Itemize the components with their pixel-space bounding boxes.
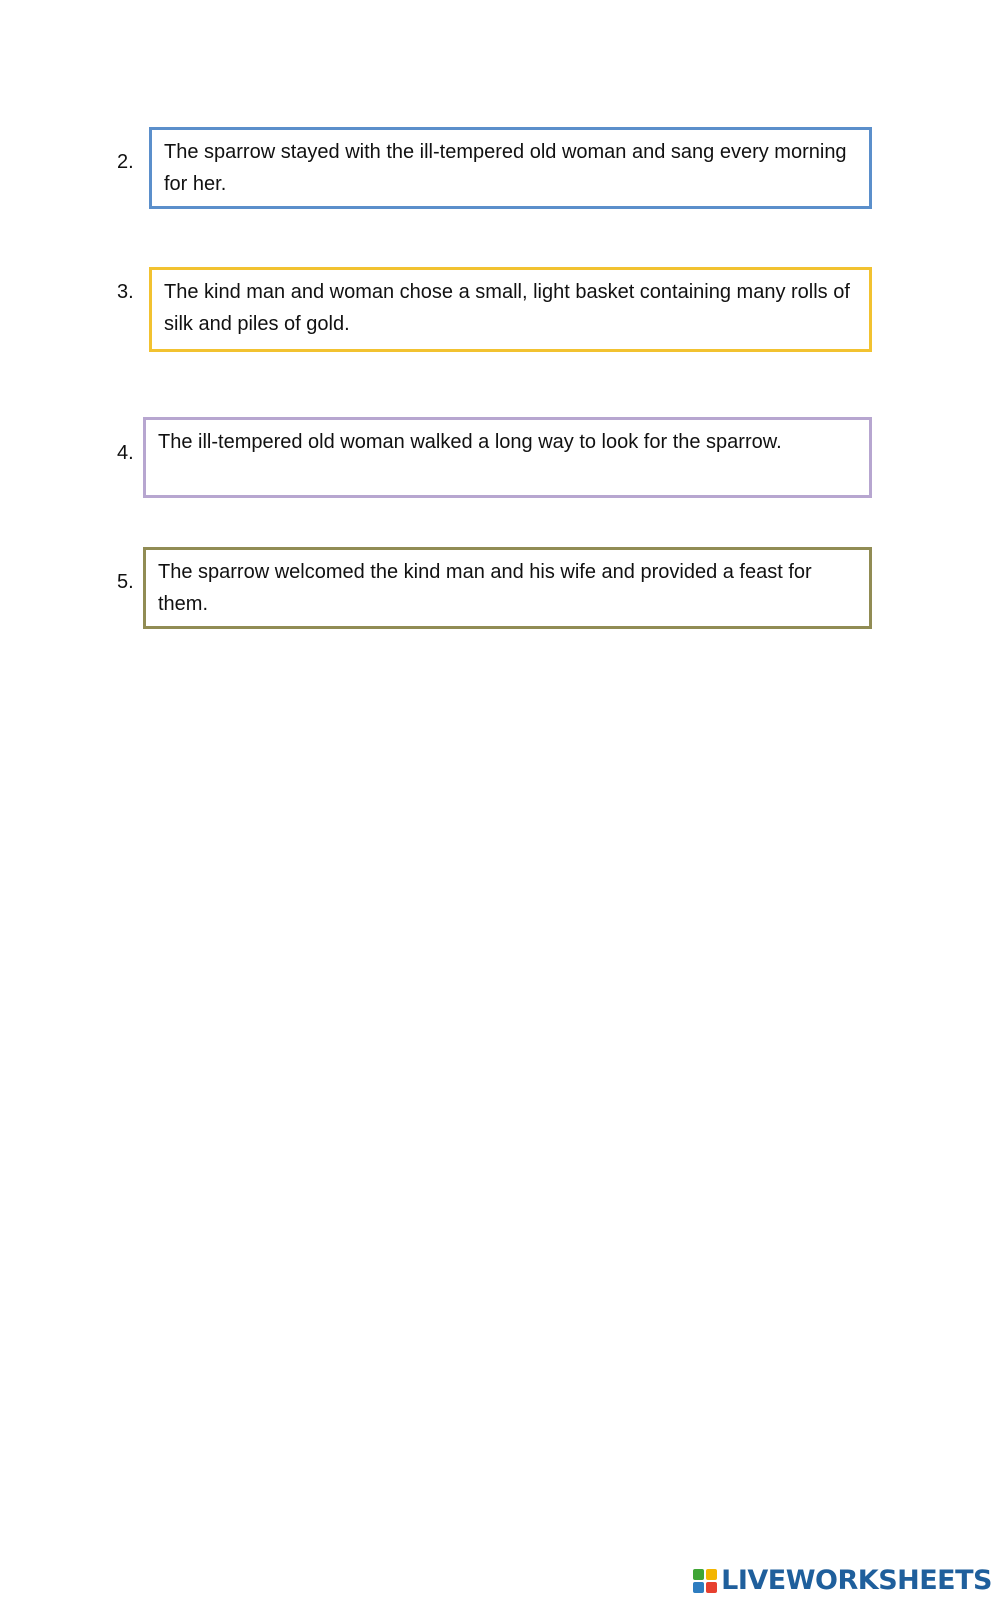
logo-square-yellow — [706, 1569, 717, 1580]
item-number-3: 3. — [117, 281, 134, 303]
logo-square-red — [706, 1582, 717, 1593]
item-text-3: The kind man and woman chose a small, light basket containing many rolls of silk and piles of gold. — [164, 281, 850, 335]
answer-box-3[interactable] — [149, 267, 872, 352]
logo-text: LIVEWORKSHEETS — [721, 1565, 992, 1596]
item-text-2: The sparrow stayed with the ill-tempered old woman and sang every morning for her. — [164, 141, 847, 195]
item-text-5: The sparrow welcomed the kind man and his wife and provided a feast for them. — [158, 561, 812, 615]
item-number-2: 2. — [117, 151, 134, 173]
logo-square-green — [693, 1569, 704, 1580]
logo-square-blue — [693, 1582, 704, 1593]
answer-box-5[interactable] — [143, 547, 872, 629]
logo-mark-icon — [693, 1569, 717, 1593]
item-text-4: The ill-tempered old woman walked a long way to look for the sparrow. — [158, 431, 782, 453]
item-number-5: 5. — [117, 571, 134, 593]
liveworksheets-logo[interactable] — [693, 1565, 992, 1596]
answer-box-4[interactable] — [143, 417, 872, 498]
item-number-4: 4. — [117, 442, 134, 464]
answer-box-2[interactable] — [149, 127, 872, 209]
